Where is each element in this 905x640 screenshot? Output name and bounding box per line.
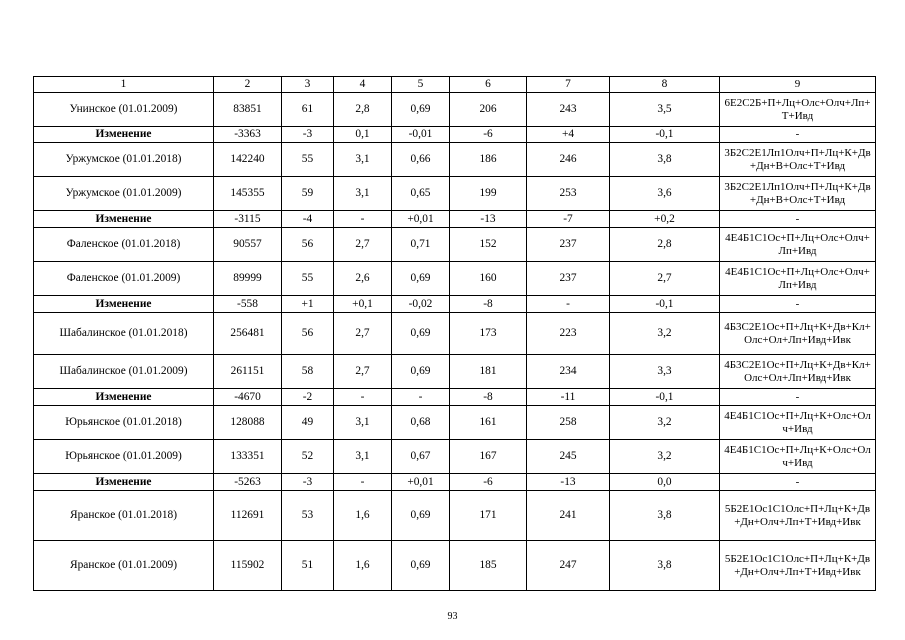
col7-cell: 253	[527, 177, 610, 211]
col7-cell: 223	[527, 313, 610, 355]
table-row	[34, 93, 876, 127]
col7-cell: 243	[527, 93, 610, 127]
col6-cell: -8	[450, 389, 527, 406]
col2-cell: 83851	[214, 93, 282, 127]
col4-cell: 1,6	[334, 491, 392, 541]
col3-cell: -2	[282, 389, 334, 406]
col2-cell: -558	[214, 296, 282, 313]
col4-cell: -	[334, 389, 392, 406]
col2-cell: -3363	[214, 127, 282, 143]
col7-cell: 246	[527, 143, 610, 177]
col8-cell: 2,7	[610, 262, 720, 296]
page-number: 93	[447, 611, 458, 622]
table-row	[34, 406, 876, 440]
col6-cell: -6	[450, 474, 527, 491]
col5-cell: +0,01	[392, 211, 450, 228]
col6-cell: -6	[450, 127, 527, 143]
col8-cell: +0,2	[610, 211, 720, 228]
header-cell-9: 9	[720, 77, 876, 93]
col5-cell: 0,69	[392, 313, 450, 355]
col4-cell: 2,7	[334, 355, 392, 389]
change-row	[34, 211, 876, 228]
col7-cell: 258	[527, 406, 610, 440]
col6-cell: -13	[450, 211, 527, 228]
col6-cell: 167	[450, 440, 527, 474]
col3-cell: 55	[282, 262, 334, 296]
col5-cell: -	[392, 389, 450, 406]
composition-cell: -	[720, 211, 876, 228]
name-cell: Яранское (01.01.2018)	[34, 491, 214, 541]
col2-cell: 90557	[214, 228, 282, 262]
header-cell-2: 2	[214, 77, 282, 93]
col8-cell: 3,3	[610, 355, 720, 389]
col5-cell: 0,69	[392, 262, 450, 296]
composition-cell: -	[720, 389, 876, 406]
composition-cell: 6Е2С2Б+П+Лц+Олс+Олч+Лп+Т+Ивд	[720, 93, 876, 127]
col4-cell: +0,1	[334, 296, 392, 313]
col6-cell: 173	[450, 313, 527, 355]
col3-cell: 56	[282, 228, 334, 262]
col2-cell: 133351	[214, 440, 282, 474]
composition-cell: 4Е4Б1С1Ос+П+Лц+К+Олс+Олч+Ивд	[720, 440, 876, 474]
col4-cell: 2,8	[334, 93, 392, 127]
composition-cell: -	[720, 127, 876, 143]
col6-cell: 160	[450, 262, 527, 296]
col8-cell: 3,2	[610, 313, 720, 355]
col7-cell: -11	[527, 389, 610, 406]
col3-cell: 61	[282, 93, 334, 127]
col5-cell: 0,68	[392, 406, 450, 440]
col8-cell: 0,0	[610, 474, 720, 491]
col5-cell: 0,69	[392, 491, 450, 541]
change-row	[34, 389, 876, 406]
header-cell-7: 7	[527, 77, 610, 93]
col4-cell: 3,1	[334, 177, 392, 211]
col5-cell: 0,65	[392, 177, 450, 211]
col8-cell: 3,8	[610, 491, 720, 541]
composition-cell: 4Е4Б1С1Ос+П+Лц+К+Олс+Олч+Ивд	[720, 406, 876, 440]
name-cell: Изменение	[34, 211, 214, 228]
col3-cell: 52	[282, 440, 334, 474]
col5-cell: +0,01	[392, 474, 450, 491]
table-row	[34, 355, 876, 389]
name-cell: Шабалинское (01.01.2009)	[34, 355, 214, 389]
col3-cell: 58	[282, 355, 334, 389]
col4-cell: 1,6	[334, 541, 392, 591]
header-cell-3: 3	[282, 77, 334, 93]
name-cell: Юрьянское (01.01.2018)	[34, 406, 214, 440]
table-row	[34, 541, 876, 591]
col6-cell: 181	[450, 355, 527, 389]
col6-cell: 186	[450, 143, 527, 177]
col4-cell: 0,1	[334, 127, 392, 143]
table-row	[34, 313, 876, 355]
col5-cell: 0,67	[392, 440, 450, 474]
col7-cell: 234	[527, 355, 610, 389]
col7-cell: 237	[527, 262, 610, 296]
name-cell: Фаленское (01.01.2009)	[34, 262, 214, 296]
table-body	[34, 77, 876, 591]
col6-cell: 161	[450, 406, 527, 440]
col8-cell: -0,1	[610, 127, 720, 143]
change-row	[34, 474, 876, 491]
col3-cell: -3	[282, 474, 334, 491]
col5-cell: 0,71	[392, 228, 450, 262]
col6-cell: 171	[450, 491, 527, 541]
header-cell-6: 6	[450, 77, 527, 93]
col8-cell: 3,8	[610, 541, 720, 591]
col7-cell: +4	[527, 127, 610, 143]
col2-cell: 256481	[214, 313, 282, 355]
name-cell: Юрьянское (01.01.2009)	[34, 440, 214, 474]
col4-cell: -	[334, 474, 392, 491]
composition-cell: 4Е4Б1С1Ос+П+Лц+Олс+Олч+Лп+Ивд	[720, 262, 876, 296]
composition-cell: 4Б3С2Е1Ос+П+Лц+К+Дв+Кл+Олс+Ол+Лп+Ивд+Ивк	[720, 355, 876, 389]
col7-cell: 237	[527, 228, 610, 262]
col2-cell: -3115	[214, 211, 282, 228]
col2-cell: 89999	[214, 262, 282, 296]
col7-cell: -7	[527, 211, 610, 228]
name-cell: Изменение	[34, 474, 214, 491]
col4-cell: -	[334, 211, 392, 228]
col4-cell: 3,1	[334, 406, 392, 440]
col4-cell: 2,6	[334, 262, 392, 296]
col3-cell: 56	[282, 313, 334, 355]
header-row	[34, 77, 876, 93]
composition-cell: -	[720, 474, 876, 491]
col8-cell: -0,1	[610, 296, 720, 313]
col7-cell: 247	[527, 541, 610, 591]
name-cell: Уржумское (01.01.2018)	[34, 143, 214, 177]
header-cell-1: 1	[34, 77, 214, 93]
col3-cell: 53	[282, 491, 334, 541]
composition-cell: 4Е4Б1С1Ос+П+Лц+Олс+Олч+Лп+Ивд	[720, 228, 876, 262]
col6-cell: 199	[450, 177, 527, 211]
col5-cell: 0,69	[392, 93, 450, 127]
col3-cell: 51	[282, 541, 334, 591]
table-row	[34, 491, 876, 541]
col6-cell: 185	[450, 541, 527, 591]
col5-cell: -0,01	[392, 127, 450, 143]
col2-cell: -5263	[214, 474, 282, 491]
composition-cell: 4Б3С2Е1Ос+П+Лц+К+Дв+Кл+Олс+Ол+Лп+Ивд+Ивк	[720, 313, 876, 355]
col8-cell: 3,2	[610, 406, 720, 440]
col8-cell: 3,5	[610, 93, 720, 127]
header-cell-4: 4	[334, 77, 392, 93]
col3-cell: 55	[282, 143, 334, 177]
name-cell: Фаленское (01.01.2018)	[34, 228, 214, 262]
change-row	[34, 127, 876, 143]
col8-cell: 3,8	[610, 143, 720, 177]
name-cell: Изменение	[34, 389, 214, 406]
col6-cell: 152	[450, 228, 527, 262]
composition-cell: 3Б2С2Е1Лп1Олч+П+Лц+К+Дв+Дн+В+Олс+Т+Ивд	[720, 177, 876, 211]
col2-cell: 112691	[214, 491, 282, 541]
table-row	[34, 262, 876, 296]
col3-cell: 59	[282, 177, 334, 211]
col3-cell: -3	[282, 127, 334, 143]
name-cell: Шабалинское (01.01.2018)	[34, 313, 214, 355]
col3-cell: 49	[282, 406, 334, 440]
header-cell-5: 5	[392, 77, 450, 93]
name-cell: Унинское (01.01.2009)	[34, 93, 214, 127]
col5-cell: 0,69	[392, 541, 450, 591]
col8-cell: -0,1	[610, 389, 720, 406]
col4-cell: 2,7	[334, 228, 392, 262]
composition-cell: 3Б2С2Е1Лп1Олч+П+Лц+К+Дв+Дн+В+Олс+Т+Ивд	[720, 143, 876, 177]
name-cell: Изменение	[34, 127, 214, 143]
col5-cell: -0,02	[392, 296, 450, 313]
col4-cell: 3,1	[334, 440, 392, 474]
col7-cell: 241	[527, 491, 610, 541]
col2-cell: -4670	[214, 389, 282, 406]
table-row	[34, 143, 876, 177]
col7-cell: -13	[527, 474, 610, 491]
name-cell: Уржумское (01.01.2009)	[34, 177, 214, 211]
header-cell-8: 8	[610, 77, 720, 93]
forest-stats-table	[33, 76, 876, 591]
name-cell: Изменение	[34, 296, 214, 313]
col2-cell: 115902	[214, 541, 282, 591]
col2-cell: 142240	[214, 143, 282, 177]
table-row	[34, 177, 876, 211]
col3-cell: +1	[282, 296, 334, 313]
col5-cell: 0,69	[392, 355, 450, 389]
col2-cell: 145355	[214, 177, 282, 211]
col7-cell: -	[527, 296, 610, 313]
col4-cell: 2,7	[334, 313, 392, 355]
composition-cell: -	[720, 296, 876, 313]
col6-cell: 206	[450, 93, 527, 127]
composition-cell: 5Б2Е1Ос1С1Олс+П+Лц+К+Дв+Дн+Олч+Лп+Т+Ивд+Ивк	[720, 541, 876, 591]
col6-cell: -8	[450, 296, 527, 313]
name-cell: Яранское (01.01.2009)	[34, 541, 214, 591]
composition-cell: 5Б2Е1Ос1С1Олс+П+Лц+К+Дв+Дн+Олч+Лп+Т+Ивд+Ивк	[720, 491, 876, 541]
col4-cell: 3,1	[334, 143, 392, 177]
table-row	[34, 228, 876, 262]
col2-cell: 128088	[214, 406, 282, 440]
table-row	[34, 440, 876, 474]
col8-cell: 3,2	[610, 440, 720, 474]
change-row	[34, 296, 876, 313]
col3-cell: -4	[282, 211, 334, 228]
col5-cell: 0,66	[392, 143, 450, 177]
col2-cell: 261151	[214, 355, 282, 389]
col8-cell: 3,6	[610, 177, 720, 211]
col8-cell: 2,8	[610, 228, 720, 262]
col7-cell: 245	[527, 440, 610, 474]
